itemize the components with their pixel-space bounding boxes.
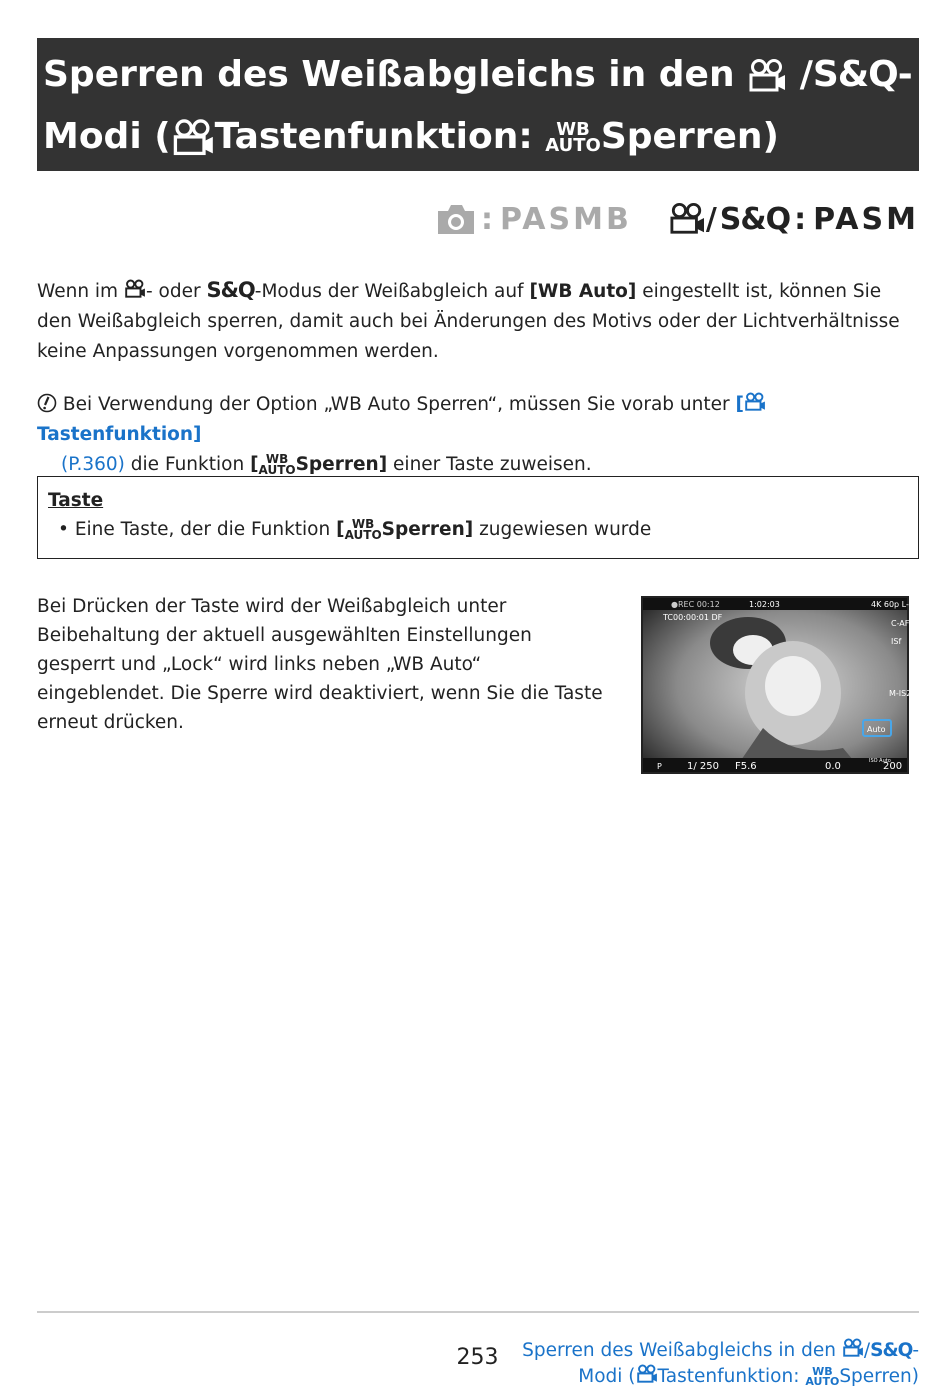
shutter-speed: 1/ 250	[687, 761, 719, 772]
intro-part3: -Modus der Weißabgleich auf	[254, 281, 524, 302]
movie-camera-icon	[744, 392, 766, 412]
photo-modes: : PASMB	[435, 202, 632, 237]
link-bracket[interactable]: [	[735, 394, 744, 415]
movie-camera-icon	[171, 118, 215, 158]
remain-time: 1:02:03	[749, 600, 780, 609]
body-paragraph: Bei Drücken der Taste wird der Weißabgleich unter Beibehaltung der aktuell ausgewählten Einstellungen gesperrt und „Lock“ wird links neben „WB Auto“ eingeblendet. Die Sperre wird deaktiviert, wenn Sie die Taste erneut drücken.	[37, 596, 603, 733]
key-box	[37, 476, 919, 559]
link-text[interactable]: Tastenfunktion]	[37, 424, 202, 445]
footer-modi[interactable]: Modi (	[578, 1366, 636, 1387]
photo-modes-label: PASMB	[500, 201, 632, 237]
footer-divider	[37, 1311, 919, 1313]
movie-camera-icon	[668, 202, 706, 236]
footer-line-1[interactable]: Sperren des Weißabgleichs in den /S&Q-	[522, 1340, 919, 1361]
caution-icon	[37, 393, 57, 413]
screen-graphic	[643, 598, 914, 772]
wb-label: WB	[265, 452, 289, 467]
key-item-text-1: Eine Taste, der die Funktion	[74, 519, 331, 540]
sperren-text: Sperren]	[381, 519, 474, 540]
note-text-2: die Funktion	[130, 454, 245, 475]
stabilizer: M-IS2	[889, 689, 912, 698]
title-dash: -	[897, 54, 913, 95]
wb-auto-icon	[545, 118, 601, 156]
wb-mode: Auto	[867, 725, 886, 734]
footer-line-2[interactable]	[522, 1364, 919, 1390]
key-item-text-2: zugewiesen wurde	[479, 519, 652, 540]
auto-label: AUTO	[344, 528, 382, 542]
footer-text-1[interactable]: Sperren des Weißabgleichs in den	[522, 1340, 836, 1361]
sq-label: S&Q	[812, 54, 898, 95]
footer-sperren[interactable]: Sperren)	[839, 1366, 919, 1387]
wb-auto-icon	[259, 454, 296, 476]
movie-camera-icon	[747, 58, 787, 94]
exposure-comp: 0.0	[825, 761, 841, 772]
footer-dash[interactable]: -	[912, 1340, 919, 1361]
auto-label: AUTO	[258, 463, 296, 477]
wb-auto-option: [WB Auto]	[529, 281, 637, 302]
rec-indicator: ●REC 00:12	[671, 600, 720, 609]
title-sperren: Sperren)	[600, 116, 779, 157]
wb-label: WB	[556, 118, 590, 140]
sq-label[interactable]: S&Q	[870, 1340, 913, 1361]
footer-function[interactable]: Tastenfunktion:	[657, 1366, 800, 1387]
movie-modes: / S&Q : PASM	[668, 202, 919, 237]
intro-part4: eingestellt ist, können Sie den Weißabgleich sperren, damit auch bei Änderungen des Motivs oder der Lichtverhältnisse keine Anpassungen vorgenommen werden.	[37, 281, 900, 362]
auto-label: AUTO	[805, 1375, 840, 1388]
title-text: Sperren des Weißabgleichs in den	[43, 54, 735, 95]
movie-camera-icon	[636, 1364, 658, 1384]
key-box-title: Taste	[48, 490, 104, 511]
intro-paragraph	[37, 275, 917, 367]
photo-camera-icon	[435, 202, 477, 236]
sq-label: S&Q	[719, 201, 791, 237]
wb-label: WB	[351, 517, 375, 532]
title-line-2	[43, 106, 911, 168]
key-box-item	[48, 515, 908, 545]
page-number: 253	[456, 1345, 499, 1370]
sq-label: S&Q	[206, 278, 255, 302]
wb-auto-icon	[805, 1367, 839, 1387]
wb-auto-icon	[345, 519, 382, 541]
iso-label: ISO Auto	[869, 758, 891, 764]
wb-sperren-label	[250, 454, 387, 475]
title-line-1: Sperren des Weißabgleichs in den /S&Q-	[43, 54, 913, 95]
note-paragraph	[37, 390, 917, 480]
camera-screen-image	[641, 596, 914, 774]
auto-label: AUTO	[545, 135, 601, 156]
iso-value: 200	[883, 761, 903, 772]
focus-mode: C-AF	[891, 619, 910, 628]
shooting-mode: P	[657, 762, 662, 771]
resolution: 4K 60p L-8	[871, 600, 914, 609]
movie-camera-icon	[842, 1338, 864, 1358]
timecode: TC00:00:01 DF	[663, 613, 723, 622]
footer-chapter-link[interactable]	[522, 1338, 919, 1390]
wb-label: WB	[812, 1365, 833, 1379]
aperture: F5.6	[735, 761, 757, 772]
sperren-text: Sperren]	[295, 454, 388, 475]
bracket: [	[336, 519, 345, 540]
note-text-1: Bei Verwendung der Option „WB Auto Sperren“, müssen Sie vorab unter	[62, 394, 730, 415]
intro-part1: Wenn im	[37, 281, 119, 302]
picture-mode: ISf	[891, 637, 902, 646]
wb-sperren-label	[336, 519, 473, 540]
bracket: [	[250, 454, 259, 475]
mode-indicator	[435, 196, 919, 242]
movie-modes-label: PASM	[813, 201, 919, 237]
page-ref-link[interactable]: (P.360)	[61, 454, 125, 475]
page-title	[37, 38, 919, 171]
title-modi: Modi (	[43, 116, 171, 157]
intro-part2: - oder	[145, 281, 201, 302]
title-function: Tastenfunktion:	[214, 116, 533, 157]
note-text-3: einer Taste zuweisen.	[393, 454, 592, 475]
movie-camera-icon	[124, 279, 146, 299]
bullet: •	[58, 519, 69, 540]
